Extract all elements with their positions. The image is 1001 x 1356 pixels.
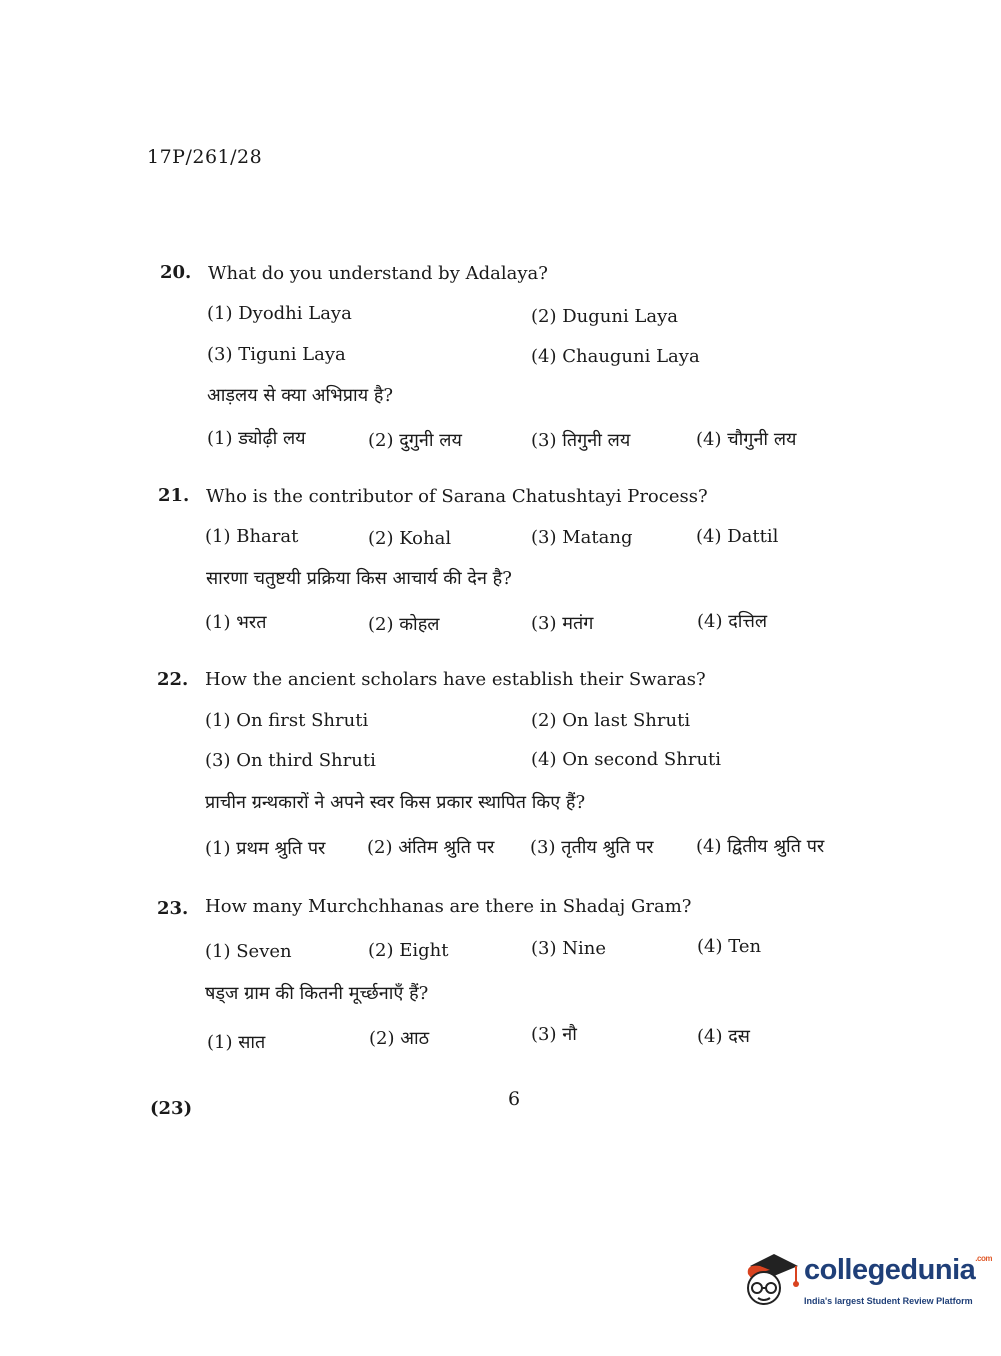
question-text: How the ancient scholars have establish their Swaras? [205, 669, 706, 690]
option: (4) Ten [697, 936, 762, 957]
hindi-option: (2) आठ [369, 1028, 430, 1049]
question-text: How many Murchchhanas are there in Shadaj Gram? [205, 896, 692, 917]
option: (2) Duguni Laya [531, 306, 679, 327]
logo-wordmark: collegedunia$^{.com}$ [804, 1254, 992, 1286]
question-number: 20. [160, 262, 192, 283]
hindi-question-text: आड़लय से क्या अभिप्राय है? [207, 385, 394, 406]
hindi-option: (3) मतंग [531, 613, 594, 634]
option: (1) On first Shruti [205, 710, 369, 731]
question-number: 21. [158, 485, 190, 506]
hindi-option: (1) भरत [205, 612, 267, 633]
option: (1) Dyodhi Laya [207, 303, 352, 324]
hindi-question-text: षड्ज ग्राम की कितनी मूर्च्छनाएँ हैं? [205, 983, 429, 1004]
option: (2) Eight [368, 940, 449, 961]
hindi-option: (3) तिगुनी लय [531, 430, 631, 451]
hindi-option: (1) ड्योढ़ी लय [207, 428, 306, 449]
option: (1) Bharat [205, 526, 299, 547]
hindi-option: (4) दस [697, 1026, 750, 1047]
option: (4) On second Shruti [531, 749, 722, 770]
student-mascot-icon [740, 1248, 802, 1310]
hindi-option: (4) द्वितीय श्रुति पर [696, 836, 825, 857]
hindi-option: (3) तृतीय श्रुति पर [530, 837, 654, 858]
option: (2) On last Shruti [531, 710, 691, 731]
hindi-option: (4) चौगुनी लय [696, 429, 797, 450]
hindi-option: (1) सात [207, 1032, 266, 1053]
question-text: Who is the contributor of Sarana Chatushtayi Process? [206, 486, 708, 507]
hindi-option: (3) नौ [531, 1024, 577, 1045]
option: (3) Nine [531, 938, 606, 959]
hindi-option: (1) प्रथम श्रुति पर [205, 838, 326, 859]
question-number: 22. [157, 669, 189, 690]
option: (4) Dattil [696, 526, 779, 547]
hindi-question-text: सारणा चतुष्टयी प्रक्रिया किस आचार्य की देन है? [206, 568, 512, 589]
question-text: What do you understand by Adalaya? [208, 263, 548, 284]
option: (3) On third Shruti [205, 750, 376, 771]
hindi-question-text: प्राचीन ग्रन्थकारों ने अपने स्वर किस प्रकार स्थापित किए हैं? [205, 792, 586, 813]
option: (3) Matang [531, 527, 633, 548]
option: (2) Kohal [368, 528, 452, 549]
collegedunia-logo [740, 1248, 992, 1318]
paper-code: 17P/261/28 [147, 146, 263, 168]
page-number: 6 [508, 1088, 521, 1110]
logo-tagline: India's largest Student Review Platform [804, 1296, 973, 1306]
option: (1) Seven [205, 941, 292, 962]
option: (4) Chauguni Laya [531, 346, 700, 367]
hindi-option: (2) अंतिम श्रुति पर [367, 837, 495, 858]
hindi-option: (4) दत्तिल [697, 611, 768, 632]
hindi-option: (2) कोहल [368, 614, 440, 635]
option: (3) Tiguni Laya [207, 344, 346, 365]
set-number: (23) [150, 1098, 193, 1119]
question-number: 23. [157, 898, 189, 919]
hindi-option: (2) दुगुनी लय [368, 430, 462, 451]
